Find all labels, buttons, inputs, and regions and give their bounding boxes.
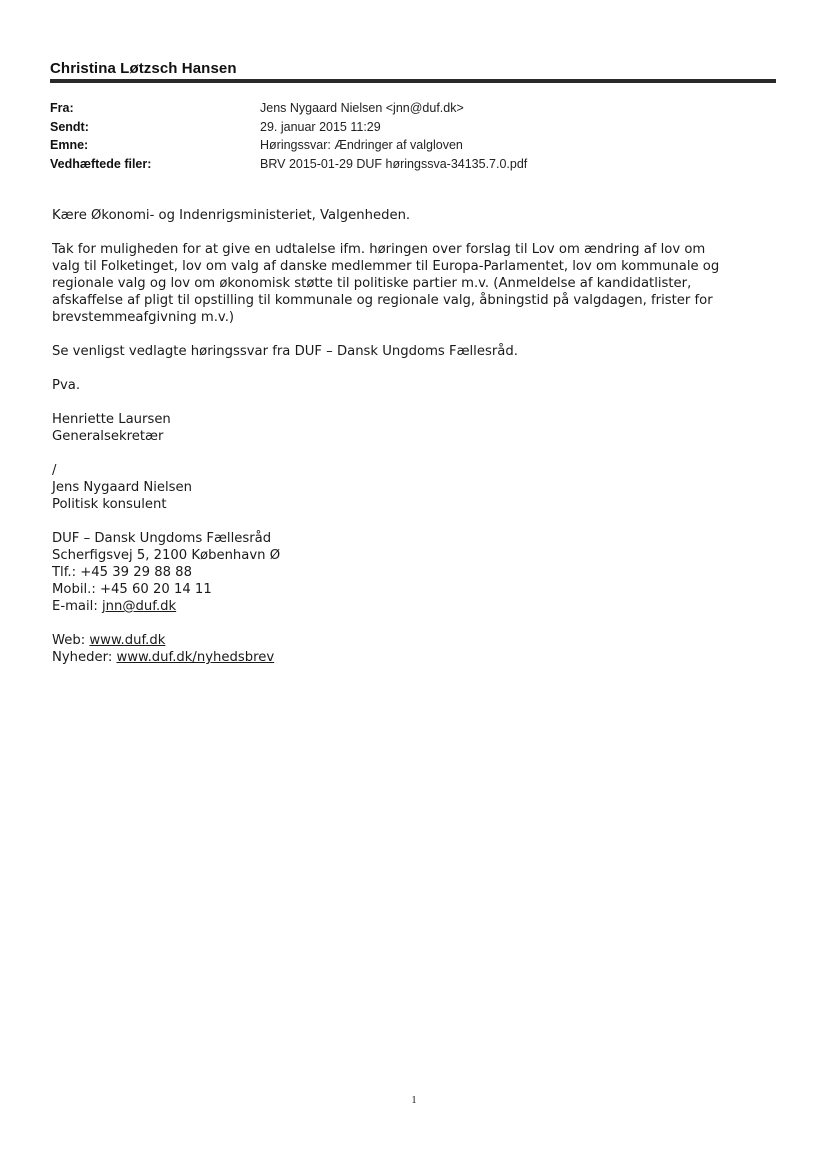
web-line xyxy=(52,632,772,649)
closing: Pva. xyxy=(52,378,81,393)
subject-label: Emne: xyxy=(50,138,89,152)
sent-label: Sendt: xyxy=(50,119,89,134)
paragraph-line: Tak for muligheden for at give en udtalelse ifm. høringen over forslag til Lov om ændring af lov om xyxy=(52,242,706,257)
header-row-sent xyxy=(50,118,527,137)
phone-label: Tlf.: xyxy=(52,565,81,580)
signer2-name: Jens Nygaard Nielsen xyxy=(52,480,193,495)
from-label: Fra: xyxy=(50,101,74,115)
signature-separator: / xyxy=(52,463,57,478)
attachment-filename: BRV 2015-01-29 DUF høringssva-34135.7.0.pdf xyxy=(260,156,528,171)
main-paragraph xyxy=(52,241,772,326)
email-body xyxy=(52,207,772,666)
organization-address: Scherfigsvej 5, 2100 København Ø xyxy=(52,548,281,563)
news-line xyxy=(52,649,772,666)
email-line xyxy=(52,598,772,615)
phone-number: +45 39 29 88 88 xyxy=(80,565,192,580)
attachment-note: Se venligst vedlagte høringssvar fra DUF – Dansk Ungdoms Fællesråd. xyxy=(52,344,518,359)
mobile-number: +45 60 20 14 11 xyxy=(99,582,212,597)
subject-value: Høringssvar: Ændringer af valgloven xyxy=(260,138,463,152)
from-value: Jens Nygaard Nielsen <jnn@duf.dk> xyxy=(260,101,464,115)
header-row-attachments xyxy=(50,155,527,174)
page-number: 1 xyxy=(411,1094,417,1106)
signer1-name: Henriette Laursen xyxy=(52,412,171,427)
signer2-title: Politisk konsulent xyxy=(52,497,167,512)
newsletter-link[interactable]: www.duf.dk/nyhedsbrev xyxy=(116,650,275,665)
paragraph-line: regionale valg og lov om økonomisk støtte til politiske partier m.v. (Anmeldelse af kandidatlister, xyxy=(52,276,692,291)
web-label: Web: xyxy=(52,633,90,648)
email-header-fields xyxy=(50,99,527,173)
mobile-line xyxy=(52,581,772,598)
signer1-title: Generalsekretær xyxy=(52,429,164,444)
news-label: Nyheder: xyxy=(52,650,117,665)
paragraph-line: brevstemmeafgivning m.v.) xyxy=(52,310,235,325)
header-divider xyxy=(50,79,776,83)
attachments-label: Vedhæftede filer: xyxy=(50,156,152,171)
header-row-subject xyxy=(50,136,527,155)
web-link[interactable]: www.duf.dk xyxy=(89,633,166,648)
header-row-from xyxy=(50,99,527,118)
greeting: Kære Økonomi- og Indenrigsministeriet, Valgenheden. xyxy=(52,208,411,223)
mailbox-owner-name: Christina Løtzsch Hansen xyxy=(50,60,237,77)
paragraph-line: valg til Folketinget, lov om valg af danske medlemmer til Europa-Parlamentet, lov om kommunale og xyxy=(52,259,720,274)
paragraph-line: afskaffelse af pligt til opstilling til kommunale og regionale valg, åbningstid på valgdagen, frister for xyxy=(52,293,713,308)
email-link[interactable]: jnn@duf.dk xyxy=(101,599,177,614)
organization-name: DUF – Dansk Ungdoms Fællesråd xyxy=(52,531,272,546)
mobile-label: Mobil.: xyxy=(52,582,100,597)
sent-value: 29. januar 2015 11:29 xyxy=(260,119,381,134)
email-label: E-mail: xyxy=(52,599,102,614)
phone-line xyxy=(52,564,772,581)
